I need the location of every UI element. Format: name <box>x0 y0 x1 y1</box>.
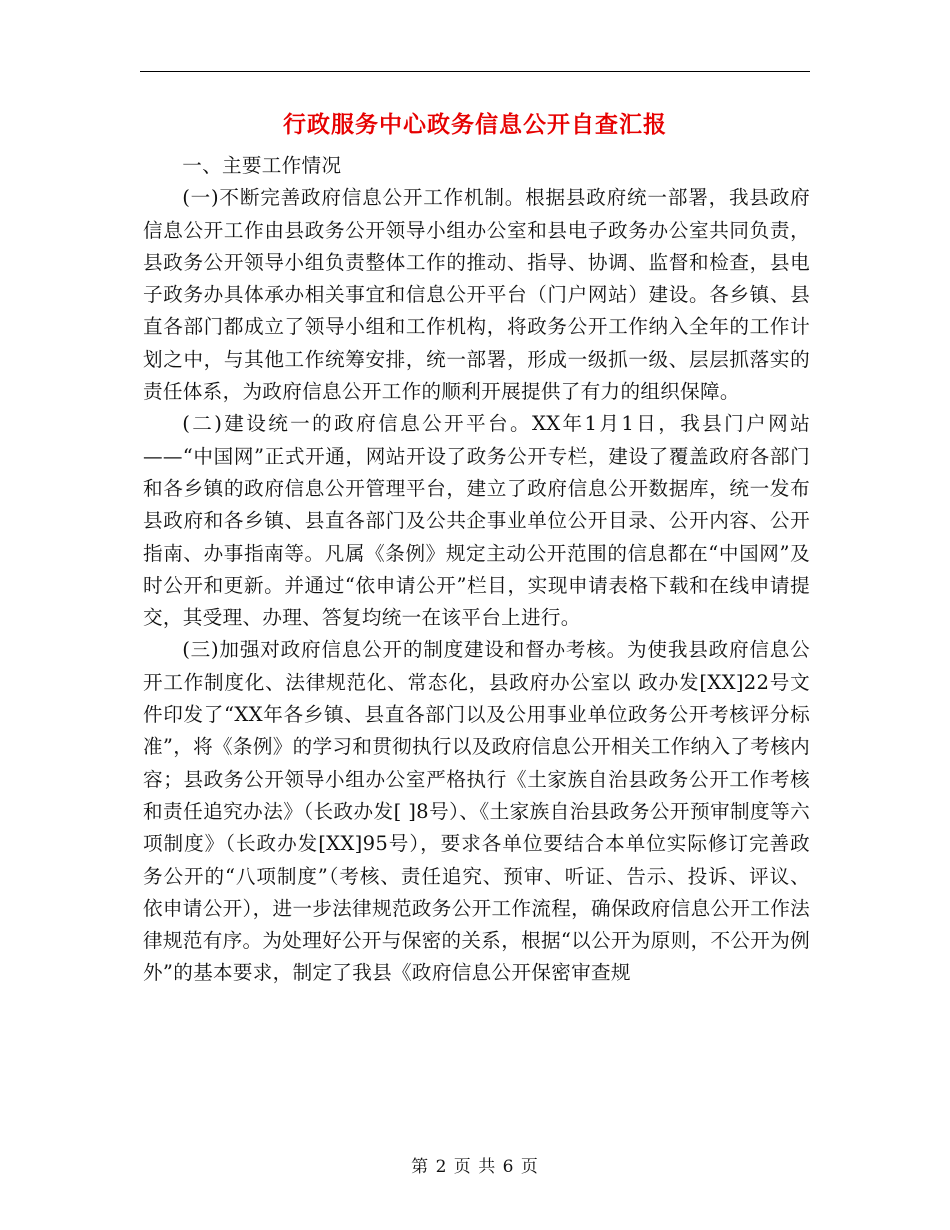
page-footer <box>0 1152 950 1177</box>
section-heading: 一、主要工作情况 <box>182 154 342 177</box>
body-paragraph: (二)建设统一的政府信息公开平台。XX年1月1日，我县门户网站——“中国网”正式开通，网站开设了政务公开专栏，建设了覆盖政府各部门和各乡镇的政府信息公开管理平台，建立了政府信息公开数据库，统一发布县政府和各乡镇、县直各部门及公共企事业单位公开目录、公开内容、公开指南、办事指南等。凡属《条例》规定主动公开范围的信息都在“中国网”及时公开和更新。并通过“依申请公开”栏目，实现申请表格下载和在线申请提交，其受理、办理、答复均统一在该平台上进行。 <box>143 412 810 630</box>
header-rule <box>140 71 810 72</box>
document-body <box>143 150 810 990</box>
document-title: 行政服务中心政务信息公开自查汇报 <box>283 111 667 138</box>
body-paragraph: (三)加强对政府信息公开的制度建设和督办考核。为使我县政府信息公开工作制度化、法律规范化、常态化，县政府办公室以 政办发[XX]22号文件印发了“XX年各乡镇、县直各部门以及公用事业单位政务公开考核评分标准”，将《条例》的学习和贯彻执行以及政府信息公开相关工作纳入了考核内容；县政务公开领导小组办公室严格执行《土家族自治县政务公开工作考核和责任追究办法》（长政办发[ ]8号）、《土家族自治县政务公开预审制度等六项制度》（长政办发[XX]95号），要求各单位要结合本单位实际修订完善政务公开的“八项制度”（考核、责任追究、预审、听证、告示、投诉、评议、依申请公开），进一步法律规范政务公开工作流程，确保政府信息公开工作法律规范有序。为处理好公开与保密的关系，根据“以公开为原则，不公开为例外”的基本要求，制定了我县《政府信息公开保密审查规 <box>143 638 810 985</box>
page-number: 第 2 页 共 6 页 <box>411 1157 539 1177</box>
body-paragraph: (一)不断完善政府信息公开工作机制。根据县政府统一部署，我县政府信息公开工作由县政务公开领导小组办公室和县电子政务办公室共同负责，县政务公开领导小组负责整体工作的推动、指导、协调、监督和检查，县电子政务办具体承办相关事宜和信息公开平台（门户网站）建设。各乡镇、县直各部门都成立了领导小组和工作机构，将政务公开工作纳入全年的工作计划之中，与其他工作统筹安排，统一部署，形成一级抓一级、层层抓落实的责任体系，为政府信息公开工作的顺利开展提供了有力的组织保障。 <box>143 186 810 404</box>
